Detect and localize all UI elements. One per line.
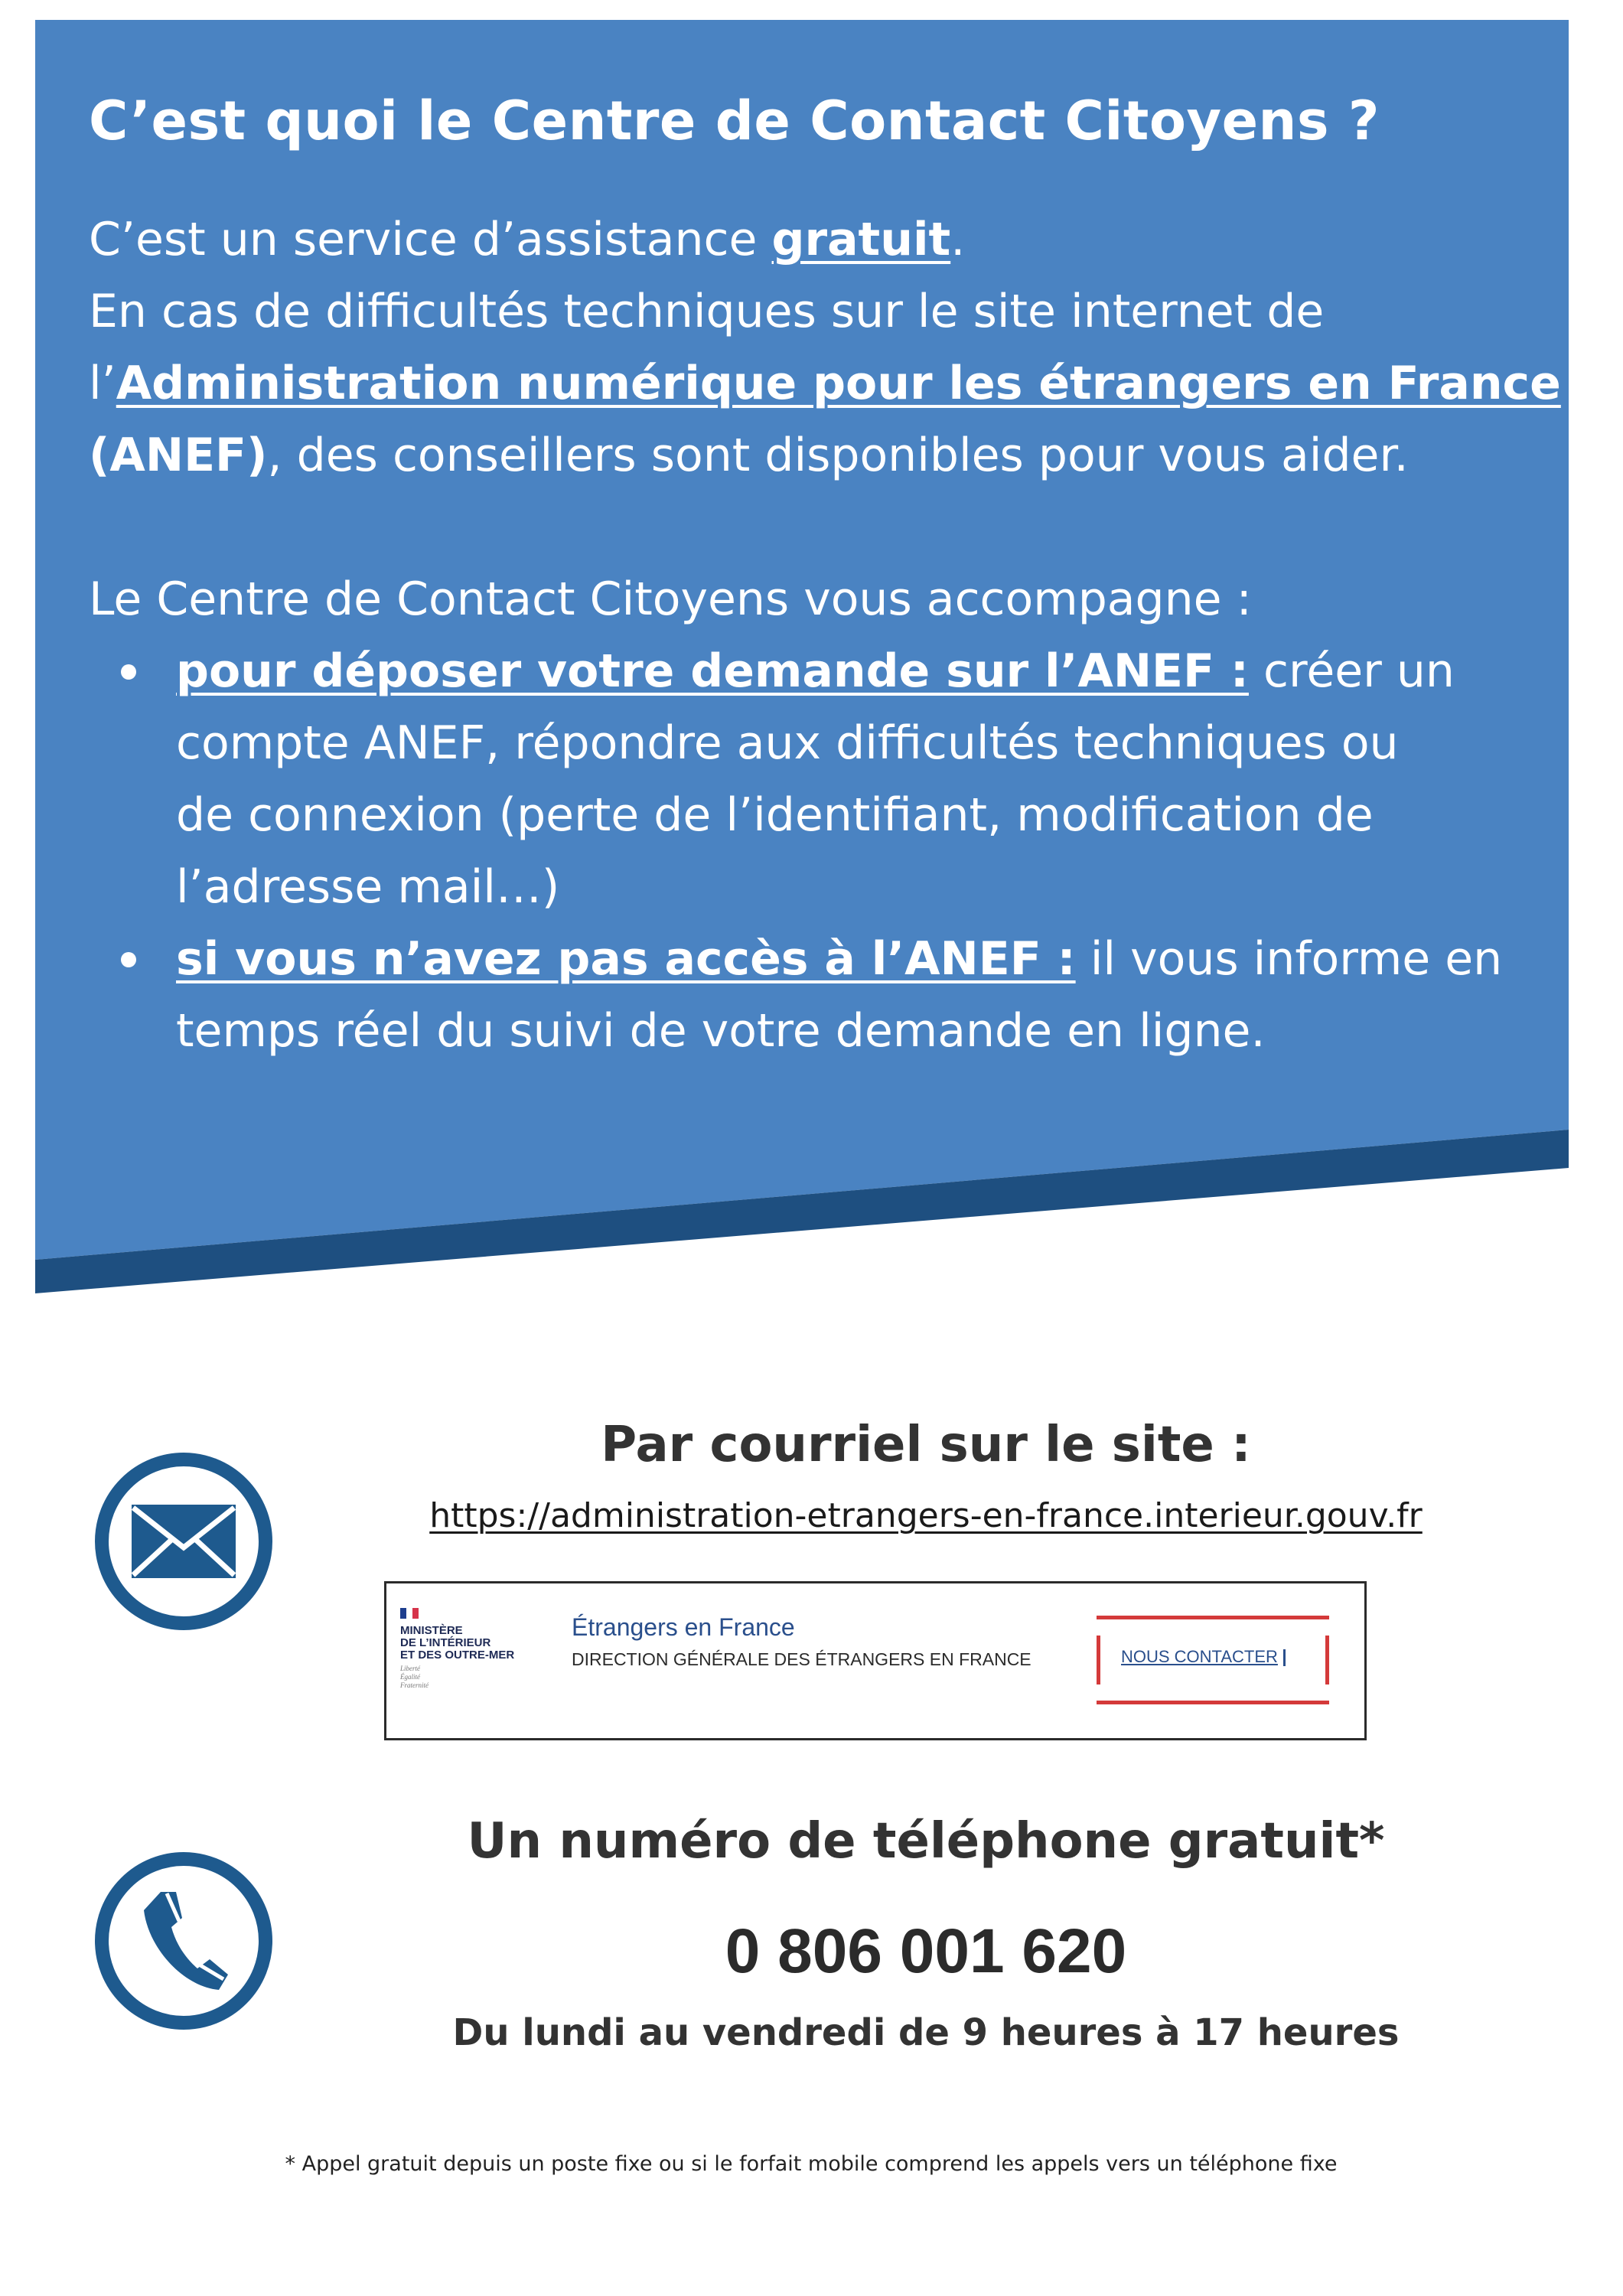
- motto-line: Liberté: [400, 1665, 420, 1672]
- envelope-icon: [95, 1453, 272, 1630]
- hero-line-4-text: , des conseillers sont disponibles pour vous aider.: [267, 429, 1409, 482]
- list-item-continuation: [89, 851, 1527, 923]
- website-link[interactable]: https://administration-etrangers-en-france.interieur.gouv.fr: [429, 1496, 1423, 1535]
- bullet-icon: [121, 952, 136, 967]
- ministry-name: [400, 1625, 514, 1662]
- hero-panel: [35, 20, 1569, 1370]
- hero-line-1: [89, 204, 1527, 276]
- bullet-1-line-2: compte ANEF, répondre aux difficultés techniques ou: [176, 716, 1399, 770]
- bullet-1-line-3: de connexion (perte de l’identifiant, modification de: [176, 788, 1374, 842]
- anef-link[interactable]: Administration numérique pour les étrangers en France: [116, 357, 1561, 410]
- contact-highlight: [1097, 1616, 1329, 1704]
- list-item-continuation: [89, 707, 1527, 779]
- bullet-2-line-2: temps réel du suivi de votre demande en ligne.: [176, 1004, 1266, 1058]
- hero-line-2: En cas de difficultés techniques sur le site internet de: [89, 285, 1325, 338]
- footnote: * Appel gratuit depuis un poste fixe ou si le forfait mobile comprend les appels vers un téléphone fixe: [285, 2152, 1338, 2176]
- site-header-screenshot: [384, 1581, 1367, 1740]
- hero-line-3-text: l’: [89, 357, 116, 410]
- hero-line-1-text: C’est un service d’assistance: [89, 213, 772, 266]
- accompagne-text: Le Centre de Contact Citoyens vous accompagne :: [89, 572, 1252, 626]
- list-item-continuation: [89, 995, 1527, 1067]
- list-item: [89, 923, 1527, 995]
- hero-content: [89, 84, 1561, 1067]
- list-item-continuation: [89, 779, 1527, 851]
- envelope-glyph: [130, 1503, 237, 1580]
- email-heading: Par courriel sur le site :: [601, 1417, 1251, 1473]
- opening-hours: Du lundi au vendredi de 9 heures à 17 heures: [452, 2011, 1400, 2054]
- bullet-icon: [121, 664, 136, 680]
- pas-acces-anef-link[interactable]: si vous n’avez pas accès à l’ANEF :: [176, 932, 1076, 986]
- phone-glyph: [138, 1887, 230, 1994]
- ministry-line: MINISTÈRE: [400, 1624, 463, 1637]
- service-list: [89, 635, 1527, 1067]
- highlight-left: [1097, 1636, 1100, 1684]
- contact-button[interactable]: NOUS CONTACTER: [1121, 1647, 1278, 1666]
- ministry-line: ET DES OUTRE-MER: [400, 1649, 515, 1662]
- motto-line: Égalité: [400, 1673, 420, 1681]
- hero-line-4: [89, 419, 1527, 491]
- site-subtitle: DIRECTION GÉNÉRALE DES ÉTRANGERS EN FRANCE: [572, 1649, 1031, 1669]
- bullet-2-text: il vous informe en: [1075, 932, 1503, 986]
- spacer: [89, 491, 1527, 563]
- highlight-top: [1097, 1616, 1329, 1619]
- hero-line-3: [89, 347, 1561, 419]
- list-item: [89, 635, 1527, 707]
- phone-icon: [95, 1852, 272, 2030]
- deposer-demande-link[interactable]: pour déposer votre demande sur l’ANEF :: [176, 644, 1249, 698]
- ministry-line: DE L’INTÉRIEUR: [400, 1636, 491, 1649]
- hero-line-1-end: .: [950, 213, 966, 266]
- site-name[interactable]: Étrangers en France: [572, 1613, 795, 1641]
- phone-heading: Un numéro de téléphone gratuit*: [467, 1813, 1385, 1870]
- republic-motto: [400, 1665, 429, 1690]
- highlight-bottom: [1097, 1701, 1329, 1704]
- bullet-1-text: créer un: [1248, 644, 1455, 698]
- anef-acronym: (ANEF): [89, 429, 268, 482]
- motto-line: Fraternité: [400, 1681, 429, 1689]
- republique-francaise-logo: [400, 1608, 420, 1619]
- highlight-right: [1325, 1636, 1329, 1684]
- divider: [1283, 1649, 1286, 1666]
- bullet-1-line-4: l’adresse mail…): [176, 860, 560, 914]
- hero-title: C’est quoi le Centre de Contact Citoyens ?: [89, 90, 1380, 152]
- gratuit-link[interactable]: gratuit: [771, 213, 951, 266]
- phone-number[interactable]: 0 806 001 620: [725, 1916, 1127, 1986]
